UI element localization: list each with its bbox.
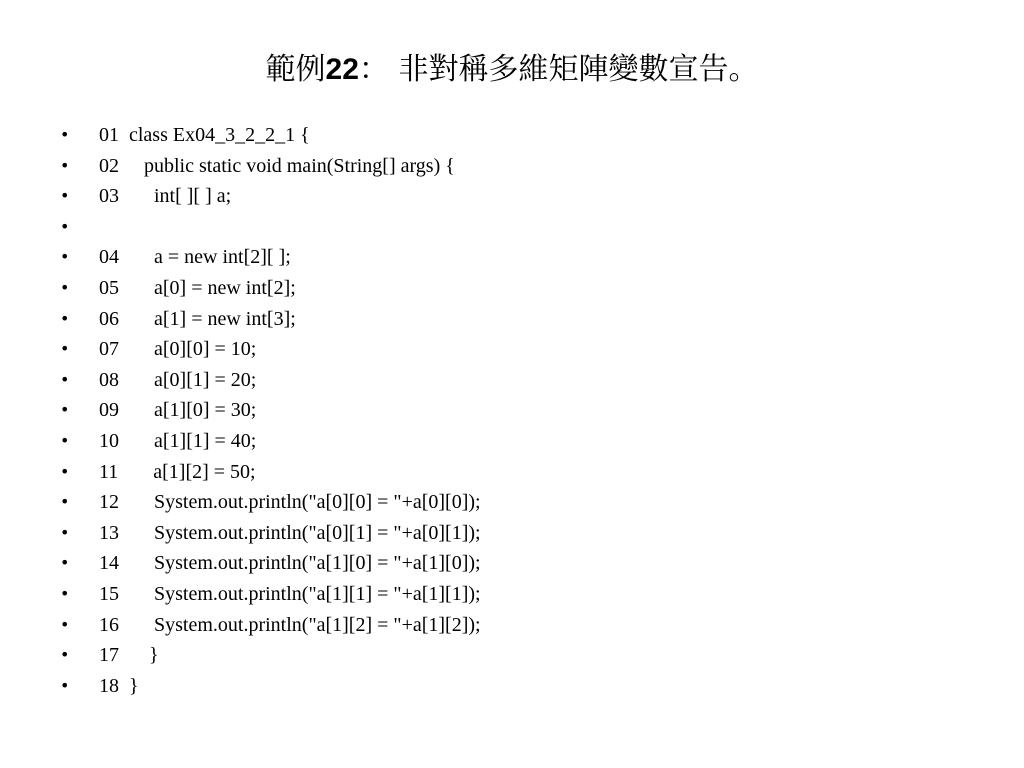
bullet-icon: • [60,308,70,328]
code-line [0,273,1024,304]
code-line [0,640,1024,671]
code-line [0,334,1024,365]
bullet-icon: • [60,614,70,634]
code-line [0,242,1024,273]
code-line [0,304,1024,335]
code-line [0,426,1024,457]
code-line [0,548,1024,579]
bullet-icon: • [60,247,70,267]
code-line [0,181,1024,212]
code-line-text: 14 System.out.println("a[1][0] = "+a[1][0]); [99,552,481,575]
code-line [0,457,1024,488]
code-line-text: 04 a = new int[2][ ]; [99,246,291,269]
title-prefix: 範例 [265,52,326,87]
code-line-text: 05 a[0] = new int[2]; [99,276,296,299]
code-line [0,518,1024,549]
title-suffix: ： 非對稱多維矩陣變數宣告。 [358,52,759,87]
bullet-icon: • [60,553,70,573]
code-line-text: 17 } [99,644,159,667]
code-line-text: 11 a[1][2] = 50; [99,460,256,483]
code-line [0,610,1024,641]
code-line-text: 03 int[ ][ ] a; [99,185,232,208]
bullet-icon: • [60,522,70,542]
bullet-icon: • [60,369,70,389]
bullet-icon: • [60,675,70,695]
code-line-text: 07 a[0][0] = 10; [99,338,257,361]
bullet-icon: • [60,216,70,236]
bullet-icon: • [60,125,70,144]
bullet-icon: • [60,400,70,420]
bullet-icon: • [60,155,70,175]
bullet-icon: • [60,645,70,665]
code-line-text: 06 a[1] = new int[3]; [99,307,296,330]
code-line-text: 01 class Ex04_3_2_2_1 { [99,124,310,146]
code-listing [0,120,1024,701]
code-line [0,579,1024,610]
code-line [0,212,1024,243]
code-line [0,395,1024,426]
bullet-icon: • [60,186,70,206]
code-line-text: 15 System.out.println("a[1][1] = "+a[1][1]); [99,582,481,605]
code-line [0,365,1024,396]
code-line-text: 16 System.out.println("a[1][2] = "+a[1][2]); [99,613,481,636]
bullet-icon: • [60,430,70,450]
slide-title [0,48,1024,92]
bullet-icon: • [60,492,70,512]
code-line-text: 08 a[0][1] = 20; [99,368,257,391]
code-line [0,120,1024,151]
code-line-text: 13 System.out.println("a[0][1] = "+a[0][1]); [99,521,481,544]
code-line-text: 10 a[1][1] = 40; [99,429,257,452]
code-line [0,671,1024,702]
code-line-text: 18 } [99,674,139,697]
code-line-text: 09 a[1][0] = 30; [99,399,257,422]
code-line [0,151,1024,182]
bullet-icon: • [60,461,70,481]
bullet-icon: • [60,583,70,603]
bullet-icon: • [60,339,70,359]
title-number: 22 [325,53,359,86]
code-line-text: 02 public static void main(String[] args) { [99,154,455,177]
code-line-text: 12 System.out.println("a[0][0] = "+a[0][0]); [99,491,481,514]
code-line [0,487,1024,518]
bullet-icon: • [60,277,70,297]
